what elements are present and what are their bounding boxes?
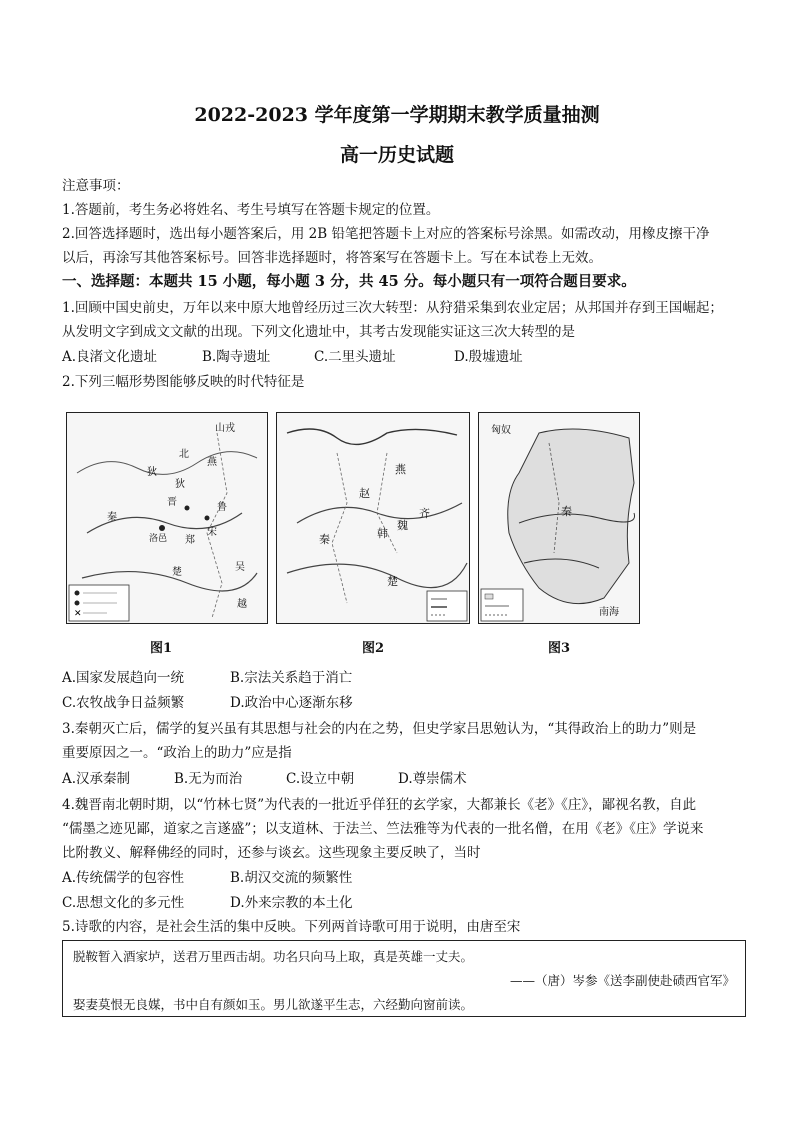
- map2-label: 齐: [419, 507, 430, 520]
- q2-option-c[interactable]: C.农牧战争日益频繁: [62, 695, 185, 711]
- exam-title: 2022-2023 学年度第一学期期末教学质量抽测: [194, 104, 600, 126]
- q3-option-b[interactable]: B.无为而治: [174, 771, 243, 787]
- q2-stem: 2.下列三幅形势图能够反映的时代特征是: [62, 374, 305, 390]
- map2-label: 燕: [395, 463, 406, 476]
- exam-subtitle: 高一历史试题: [339, 144, 454, 166]
- q3-option-c[interactable]: C.设立中朝: [286, 771, 355, 787]
- map1-label: 越: [237, 599, 247, 610]
- q4-option-d[interactable]: D.外来宗教的本土化: [230, 895, 353, 911]
- q2-options-row1: [62, 669, 742, 687]
- map-2-drawing: [277, 413, 469, 623]
- map1-label: 吴: [235, 562, 245, 573]
- map1-label: 狄: [147, 467, 157, 478]
- q1-option-c[interactable]: C.二里头遗址: [314, 349, 396, 365]
- figure-1-caption: 图1: [150, 641, 173, 656]
- q1-stem-line1: 1.回顾中国史前史，万年以来中原大地曾经历过三次大转型：从狩猎采集到农业定居；从邦国并存到王国崛起；: [62, 300, 723, 316]
- poem-2: 娶妻莫恨无良媒，书中自有颜如玉。男儿欲遂平生志，六经勤向窗前读。: [73, 997, 474, 1012]
- map2-label: 韩: [377, 527, 388, 540]
- map1-label: 楚: [172, 567, 182, 578]
- q3-stem-line1: 3.秦朝灭亡后，儒学的复兴虽有其思想与社会的内在之势，但史学家吕思勉认为，“其得政治上的助力”则是: [62, 721, 697, 737]
- poem-box: [62, 940, 746, 1017]
- q3-options: [62, 770, 742, 788]
- q4-stem-line2: “儒墨之迹见鄙，道家之言遂盛”；以支道林、于法兰、竺法雅等为代表的一批名僧，在用《老》《庄》学说来: [62, 821, 704, 837]
- map1-label: 北: [179, 449, 189, 460]
- map1-label: 郑: [185, 535, 195, 546]
- map3-label: 匈奴: [491, 425, 511, 436]
- map1-label: 狄: [175, 479, 185, 490]
- map-figure-3: [478, 412, 640, 624]
- q1-option-d[interactable]: D.殷墟遗址: [454, 349, 523, 365]
- q3-option-d[interactable]: D.尊崇儒术: [398, 771, 467, 787]
- figure-2-caption: 图2: [362, 641, 385, 656]
- map-figure-2: [276, 412, 470, 624]
- q1-options: [62, 348, 742, 366]
- map2-label: 赵: [359, 487, 370, 500]
- notice-item-1: 1.答题前，考生务必将姓名、考生号填写在答题卡规定的位置。: [62, 202, 440, 218]
- q2-option-b[interactable]: B.宗法关系趋于消亡: [230, 670, 353, 686]
- map1-label: 洛邑: [149, 534, 168, 544]
- poem-1-source: ——（唐）岑参《送李副使赴碛西官军》: [509, 973, 735, 988]
- map1-label: 鲁: [217, 502, 227, 513]
- q4-options-row2: [62, 894, 742, 912]
- q4-option-a[interactable]: A.传统儒学的包容性: [62, 870, 185, 886]
- q4-option-b[interactable]: B.胡汉交流的频繁性: [230, 870, 353, 886]
- svg-text:✕: ✕: [74, 609, 82, 619]
- q1-option-a[interactable]: A.良渚文化遗址: [62, 349, 158, 365]
- q5-stem: 5.诗歌的内容，是社会生活的集中反映。下列两首诗歌可用于说明，由唐至宋: [62, 919, 521, 935]
- map2-label: 秦: [319, 533, 330, 546]
- figure-3-caption: 图3: [548, 641, 571, 656]
- map1-label: 山戎: [215, 423, 235, 434]
- notice-item-2a: 2.回答选择题时，选出每小题答案后，用 2B 铅笔把答题卡上对应的答案标号涂黑。如需改动，用橡皮擦干净: [62, 226, 710, 242]
- map1-label: 秦: [107, 512, 117, 523]
- q2-option-d[interactable]: D.政治中心逐渐东移: [230, 695, 353, 711]
- q3-option-a[interactable]: A.汉承秦制: [62, 771, 131, 787]
- q4-options-row1: [62, 869, 742, 887]
- section-heading: 一、选择题：本题共 15 小题，每小题 3 分，共 45 分。每小题只有一项符合题目要求。: [62, 273, 636, 290]
- q4-option-c[interactable]: C.思想文化的多元性: [62, 895, 185, 911]
- map1-label: 晋: [167, 497, 177, 508]
- map2-label: 楚: [387, 575, 398, 588]
- q1-stem-line2: 从发明文字到成文文献的出现。下列文化遗址中，其考古发现能实证这三次大转型的是: [62, 324, 575, 340]
- q2-options-row2: [62, 694, 742, 712]
- map-1-drawing: [67, 413, 267, 623]
- map-figure-1: [66, 412, 268, 624]
- map1-label: 燕: [207, 457, 217, 468]
- map-3-drawing: [479, 413, 639, 623]
- notice-heading: 注意事项：: [62, 178, 130, 194]
- q4-stem-line3: 比附教义、解释佛经的同时，还参与谈玄。这些现象主要反映了，当时: [62, 845, 481, 861]
- notice-item-2b: 以后，再涂写其他答案标号。回答非选择题时，将答案写在答题卡上。写在本试卷上无效。: [62, 250, 602, 266]
- q1-option-b[interactable]: B.陶寺遗址: [202, 349, 271, 365]
- q3-stem-line2: 重要原因之一。“政治上的助力”应是指: [62, 745, 292, 761]
- map2-label: 魏: [397, 519, 408, 532]
- map3-label: 秦: [561, 505, 572, 518]
- map1-label: 宋: [207, 527, 217, 538]
- q4-stem-line1: 4.魏晋南北朝时期，以“竹林七贤”为代表的一批近乎佯狂的玄学家，大都兼长《老》《庄》，鄙视名教，自此: [62, 797, 697, 813]
- poem-1: 脱鞍暂入酒家垆，送君万里西击胡。功名只向马上取，真是英雄一丈夫。: [73, 949, 474, 964]
- q2-option-a[interactable]: A.国家发展趋向一统: [62, 670, 185, 686]
- map3-label: 南海: [599, 607, 619, 618]
